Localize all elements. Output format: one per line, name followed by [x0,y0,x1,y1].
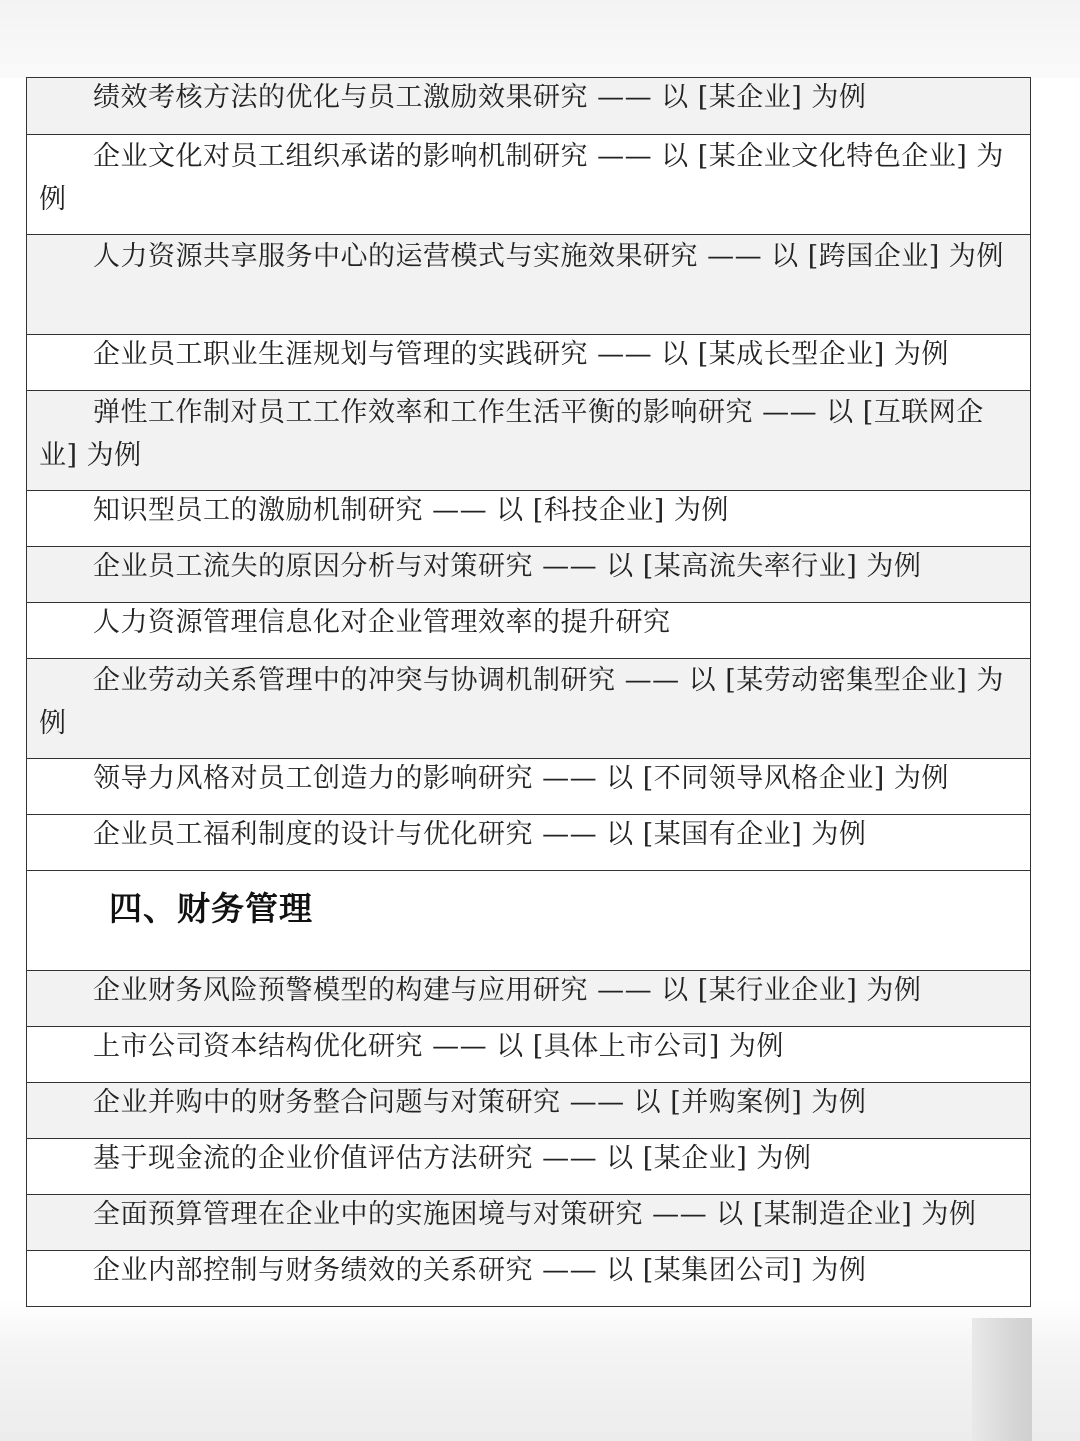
table-row [27,1138,1030,1194]
background-top [0,0,1080,78]
topic-text: 企业财务风险预警模型的构建与应用研究 —— 以 [某行业企业] 为例 [93,975,922,1006]
table-row [27,134,1030,234]
topic-text: 企业员工流失的原因分析与对策研究 —— 以 [某高流失率行业] 为例 [93,551,922,582]
table-row [27,234,1030,334]
topic-text: 上市公司资本结构优化研究 —— 以 [具体上市公司] 为例 [93,1031,784,1062]
topic-text: 企业劳动关系管理中的冲突与协调机制研究 —— 以 [某劳动密集型企业] 为例 [39,665,1004,739]
table-row [27,1194,1030,1250]
topic-text: 全面预算管理在企业中的实施困境与对策研究 —— 以 [某制造企业] 为例 [93,1199,977,1230]
section-header-row [27,870,1030,970]
table-row [27,390,1030,490]
topic-text: 企业并购中的财务整合问题与对策研究 —— 以 [并购案例] 为例 [93,1087,867,1118]
table-row [27,1026,1030,1082]
background-right-shadow [972,1318,1032,1441]
table-row [27,970,1030,1026]
background-bottom [0,1300,1080,1441]
table-row [27,546,1030,602]
table-row [27,602,1030,658]
table-row [27,1250,1030,1306]
topic-text: 知识型员工的激励机制研究 —— 以 [科技企业] 为例 [93,495,729,526]
section-title: 四、财务管理 [109,889,313,928]
table-row [27,1082,1030,1138]
topic-text: 人力资源管理信息化对企业管理效率的提升研究 [93,607,671,638]
topic-text: 企业员工职业生涯规划与管理的实践研究 —— 以 [某成长型企业] 为例 [93,339,949,370]
topic-text: 企业内部控制与财务绩效的关系研究 —— 以 [某集团公司] 为例 [93,1255,867,1286]
table-row [27,758,1030,814]
table-row [27,814,1030,870]
topic-text: 基于现金流的企业价值评估方法研究 —— 以 [某企业] 为例 [93,1143,812,1174]
topic-text: 绩效考核方法的优化与员工激励效果研究 —— 以 [某企业] 为例 [93,82,867,113]
topics-table [26,77,1031,1307]
table-row [27,334,1030,390]
topic-text: 企业文化对员工组织承诺的影响机制研究 —— 以 [某企业文化特色企业] 为例 [39,141,1004,215]
topic-text: 领导力风格对员工创造力的影响研究 —— 以 [不同领导风格企业] 为例 [93,763,949,794]
topic-text: 企业员工福利制度的设计与优化研究 —— 以 [某国有企业] 为例 [93,819,867,850]
table-row [27,490,1030,546]
table-row [27,658,1030,758]
table-row [27,78,1030,134]
topic-text: 人力资源共享服务中心的运营模式与实施效果研究 —— 以 [跨国企业] 为例 [93,241,1004,272]
topic-text: 弹性工作制对员工工作效率和工作生活平衡的影响研究 —— 以 [互联网企业] 为例 [39,397,984,471]
